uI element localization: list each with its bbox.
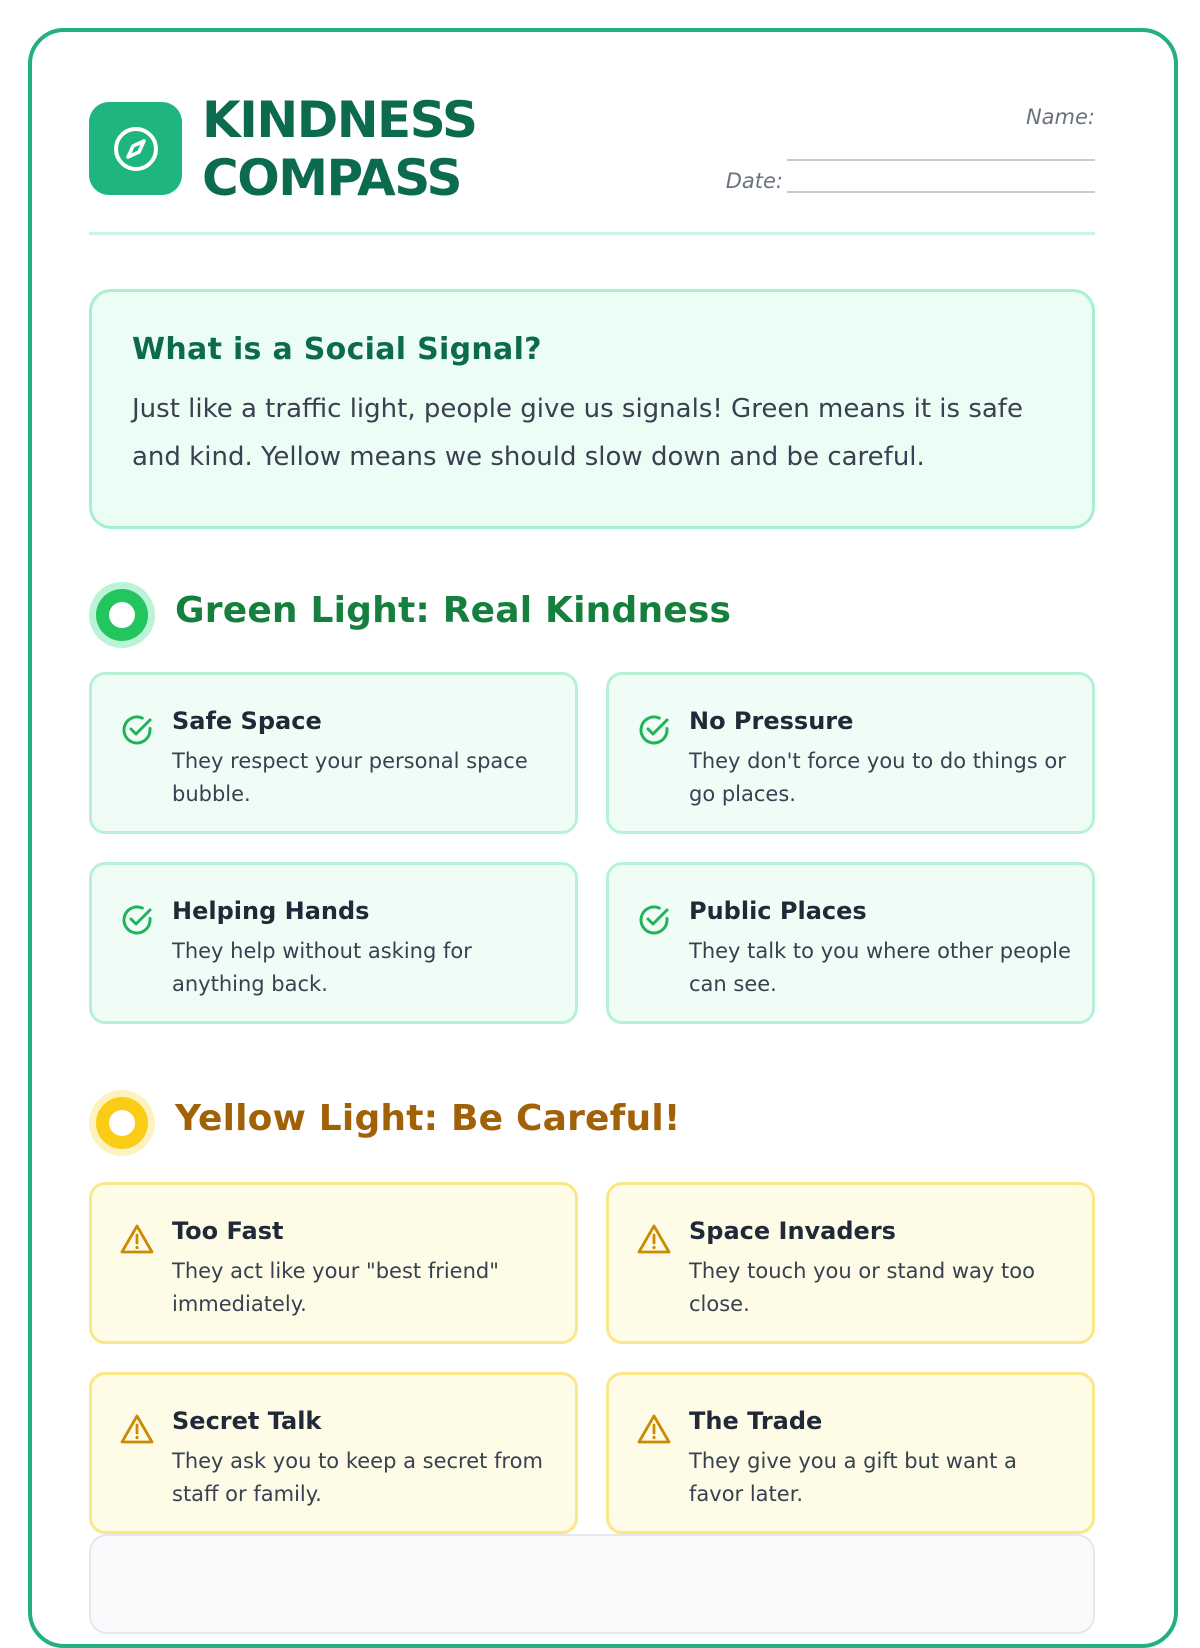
card-text: They talk to you where other people can see. xyxy=(689,939,1071,996)
card-title: No Pressure xyxy=(689,707,854,735)
check-circle-icon xyxy=(636,902,672,938)
green-section-title: Green Light: Real Kindness xyxy=(175,590,732,631)
green-card-helping-hands xyxy=(89,862,578,1024)
card-title: Public Places xyxy=(689,897,867,925)
check-circle-icon xyxy=(636,712,672,748)
green-section-header xyxy=(89,582,1095,648)
card-title: Secret Talk xyxy=(172,1407,322,1435)
warning-triangle-icon xyxy=(636,1412,672,1448)
intro-body: Just like a traffic light, people give us signals! Green means it is safe and kind. Yellow means we should slow down and be careful. xyxy=(132,394,1023,472)
green-card-safe-space xyxy=(89,672,578,834)
worksheet-header xyxy=(89,87,1095,235)
green-card-no-pressure xyxy=(606,672,1095,834)
card-text: They ask you to keep a secret from staff or family. xyxy=(172,1449,543,1506)
warning-triangle-icon xyxy=(119,1222,155,1258)
date-field[interactable] xyxy=(787,169,1095,193)
yellow-card-secret-talk xyxy=(89,1372,578,1534)
footer-quote-box xyxy=(89,1534,1095,1634)
title-line-1: KINDNESS xyxy=(202,91,477,149)
card-title: The Trade xyxy=(689,1407,823,1435)
card-title: Helping Hands xyxy=(172,897,370,925)
card-text: They touch you or stand way too close. xyxy=(689,1259,1035,1316)
card-title: Safe Space xyxy=(172,707,322,735)
green-light-icon xyxy=(89,582,155,648)
card-text: They don't force you to do things or go places. xyxy=(689,749,1066,806)
warning-triangle-icon xyxy=(636,1222,672,1258)
card-text: They respect your personal space bubble. xyxy=(172,749,528,806)
name-field[interactable] xyxy=(787,131,1095,161)
name-label: Name: xyxy=(1025,105,1095,129)
yellow-section-title: Yellow Light: Be Careful! xyxy=(175,1098,681,1139)
worksheet-title xyxy=(202,91,476,207)
green-card-public-places xyxy=(606,862,1095,1024)
card-title: Too Fast xyxy=(172,1217,284,1245)
card-text: They give you a gift but want a favor later. xyxy=(689,1449,1017,1506)
title-line-2: COMPASS xyxy=(202,149,461,207)
yellow-card-space-invaders xyxy=(606,1182,1095,1344)
card-title: Space Invaders xyxy=(689,1217,896,1245)
yellow-card-the-trade xyxy=(606,1372,1095,1534)
yellow-light-icon xyxy=(89,1090,155,1156)
worksheet-page xyxy=(28,28,1178,1648)
yellow-section-header xyxy=(89,1090,1095,1156)
intro-heading: What is a Social Signal? xyxy=(132,332,542,367)
card-text: They act like your "best friend" immediately. xyxy=(172,1259,499,1316)
card-text: They help without asking for anything back. xyxy=(172,939,472,996)
name-date-block xyxy=(715,105,1095,193)
date-label: Date: xyxy=(725,169,783,193)
social-signal-intro xyxy=(89,289,1095,529)
compass-icon xyxy=(89,102,182,195)
check-circle-icon xyxy=(119,712,155,748)
check-circle-icon xyxy=(119,902,155,938)
yellow-card-too-fast xyxy=(89,1182,578,1344)
warning-triangle-icon xyxy=(119,1412,155,1448)
